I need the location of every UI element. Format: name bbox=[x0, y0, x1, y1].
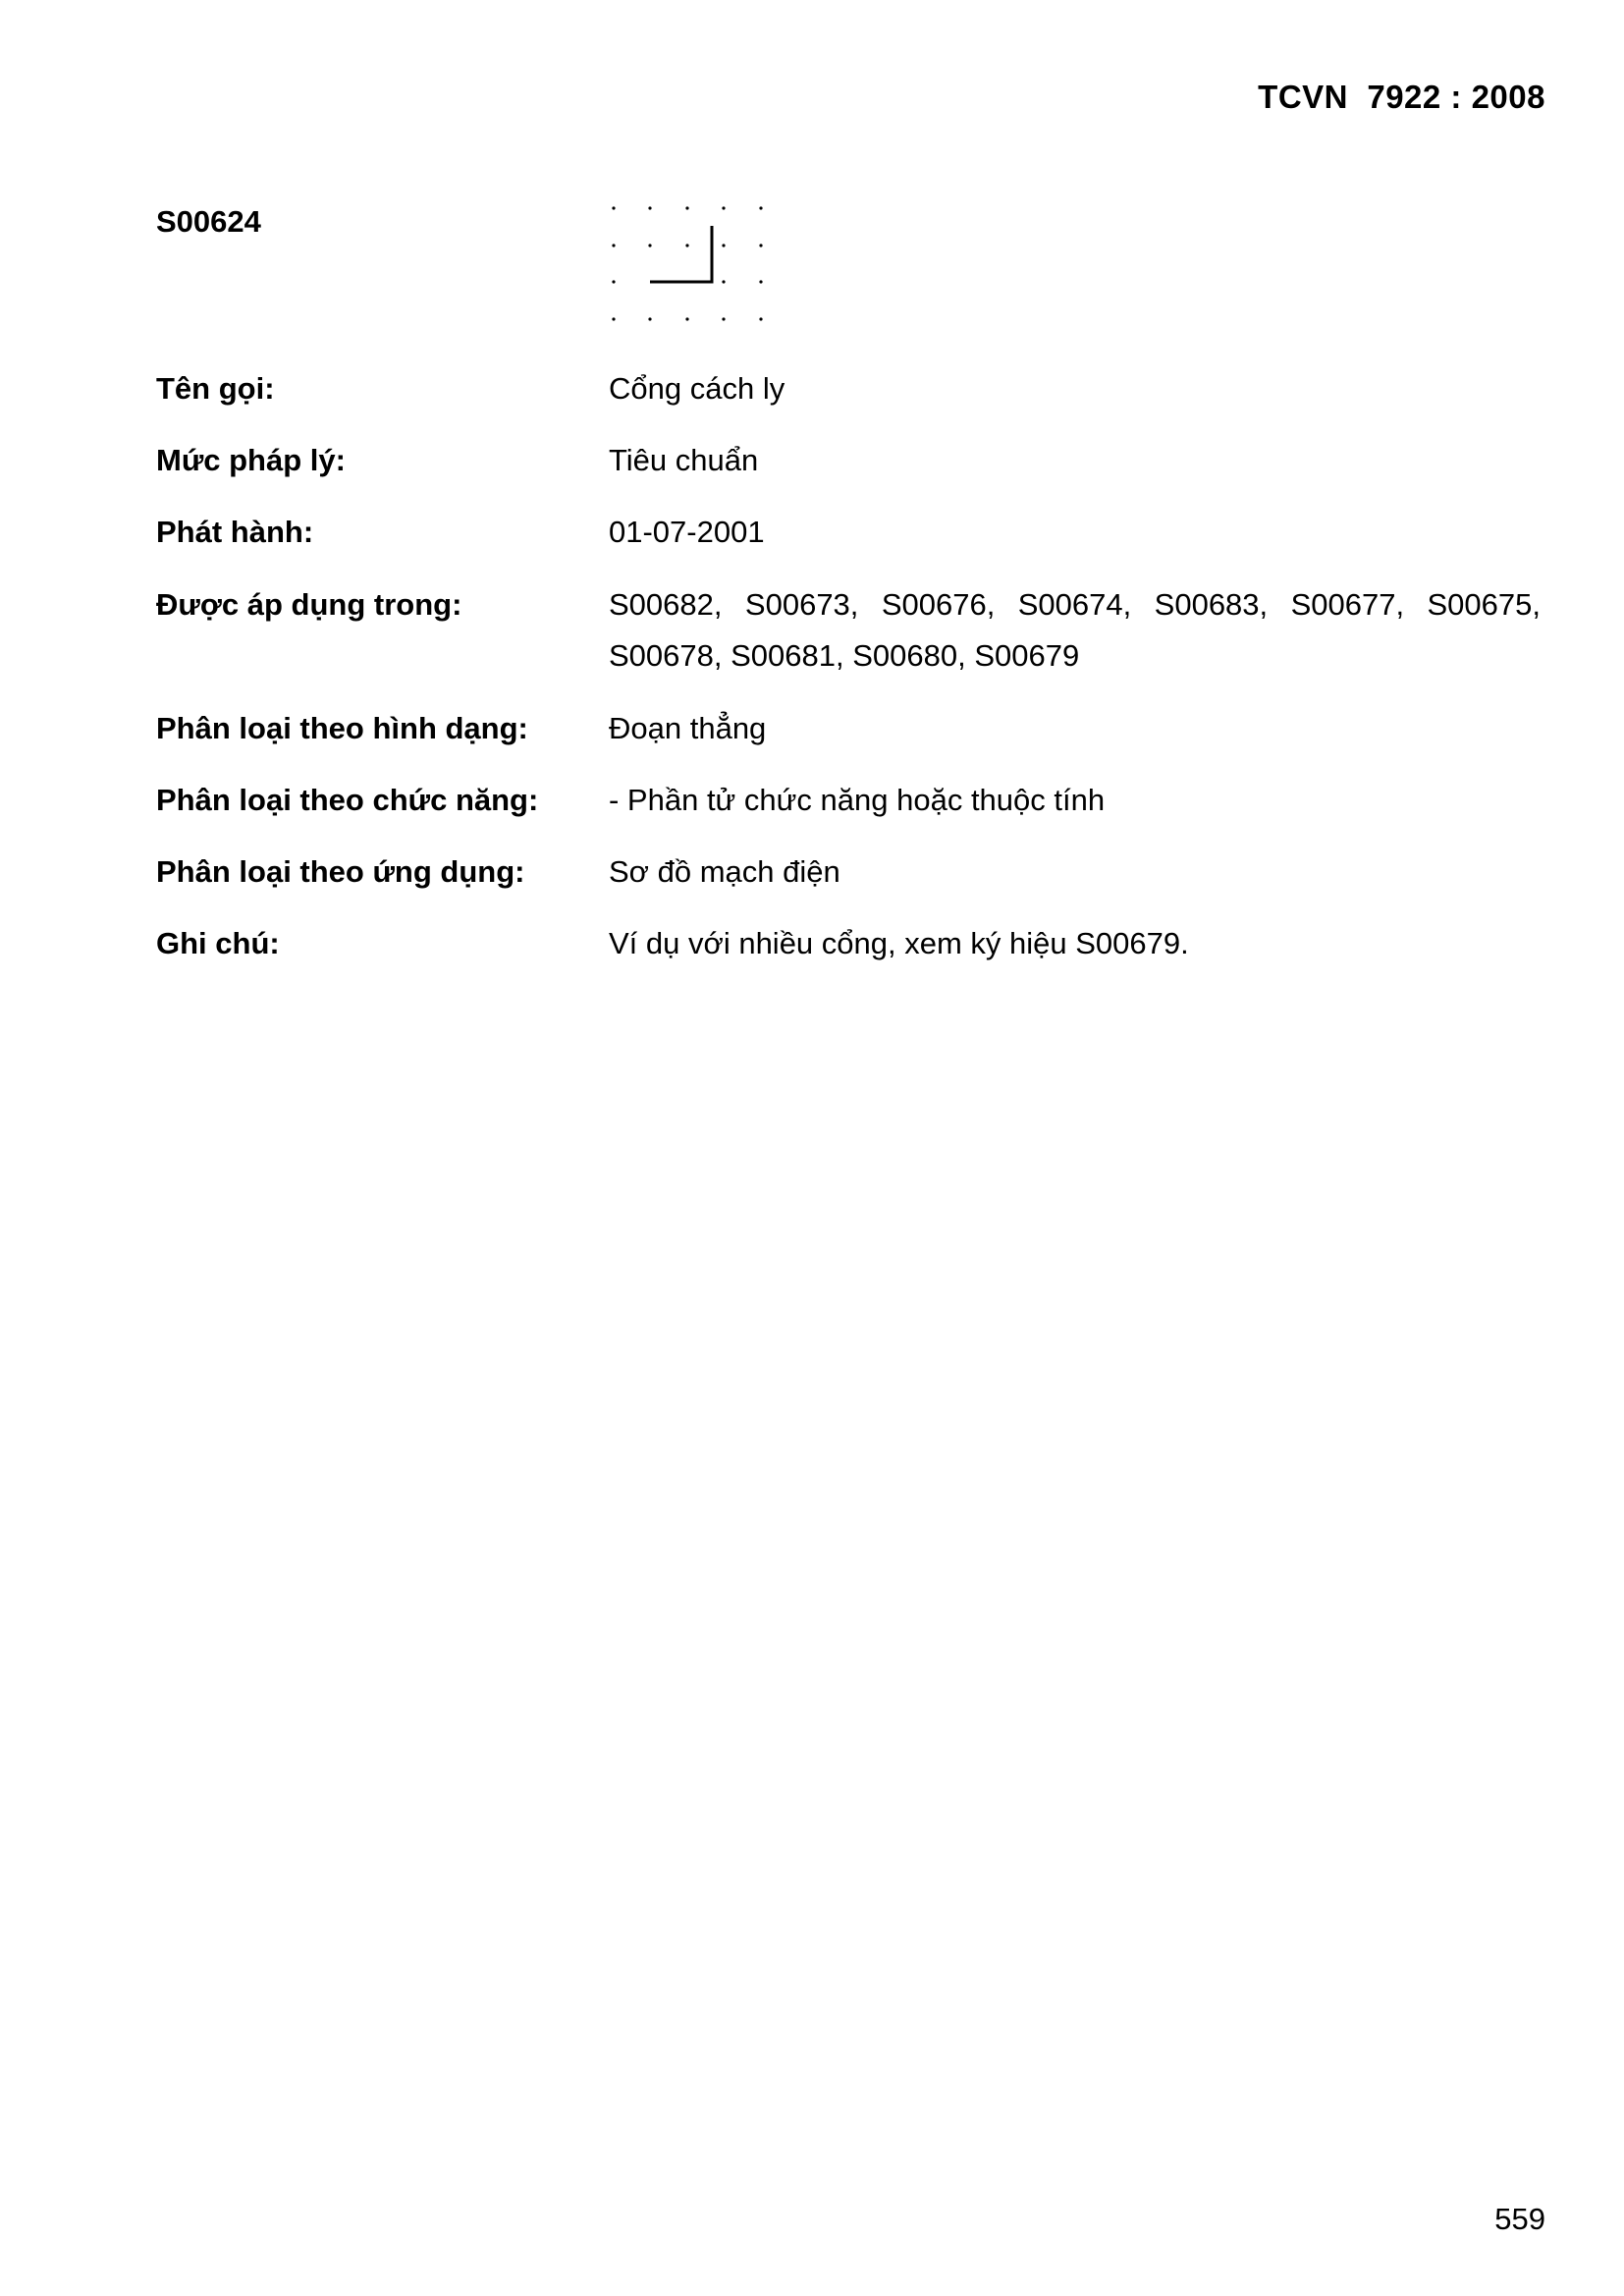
field-label: Phân loại theo ứng dụng: bbox=[156, 854, 525, 889]
field-value: Cổng cách ly bbox=[609, 371, 785, 406]
field-label: Phân loại theo chức năng: bbox=[156, 783, 539, 817]
field-value: - Phần tử chức năng hoặc thuộc tính bbox=[609, 783, 1106, 817]
field-row-application-class bbox=[156, 847, 1541, 898]
field-label: Phát hành: bbox=[156, 515, 314, 549]
field-value: Tiêu chuẩn bbox=[609, 443, 759, 477]
symbol-code: S00624 bbox=[156, 204, 261, 239]
field-row-name bbox=[156, 363, 1541, 414]
field-row-release-date bbox=[156, 507, 1541, 558]
field-value: 01-07-2001 bbox=[609, 515, 765, 549]
field-value: Sơ đồ mạch điện bbox=[609, 854, 840, 889]
field-row-function-class bbox=[156, 775, 1541, 826]
field-label: Phân loại theo hình dạng: bbox=[156, 711, 528, 745]
field-value: Đoạn thẳng bbox=[609, 711, 767, 745]
field-label: Mức pháp lý: bbox=[156, 443, 346, 477]
page-number: 559 bbox=[1494, 2202, 1545, 2236]
document-header: TCVN 7922 : 2008 bbox=[1258, 79, 1545, 115]
isolation-port-symbol-figure bbox=[599, 191, 795, 339]
field-label: Tên gọi: bbox=[156, 371, 275, 406]
field-value: S00682, S00673, S00676, S00674, S00683, S00677, S00675, S00678, S00681, S00680, S00679 bbox=[609, 587, 1541, 673]
field-row-shape-class bbox=[156, 703, 1541, 754]
field-row-applied-in bbox=[156, 579, 1541, 682]
field-label: Được áp dụng trong: bbox=[156, 587, 462, 622]
field-value: Ví dụ với nhiều cổng, xem ký hiệu S00679. bbox=[609, 926, 1189, 960]
field-label: Ghi chú: bbox=[156, 926, 280, 960]
field-row-legal-level bbox=[156, 435, 1541, 486]
field-row-note bbox=[156, 918, 1541, 969]
